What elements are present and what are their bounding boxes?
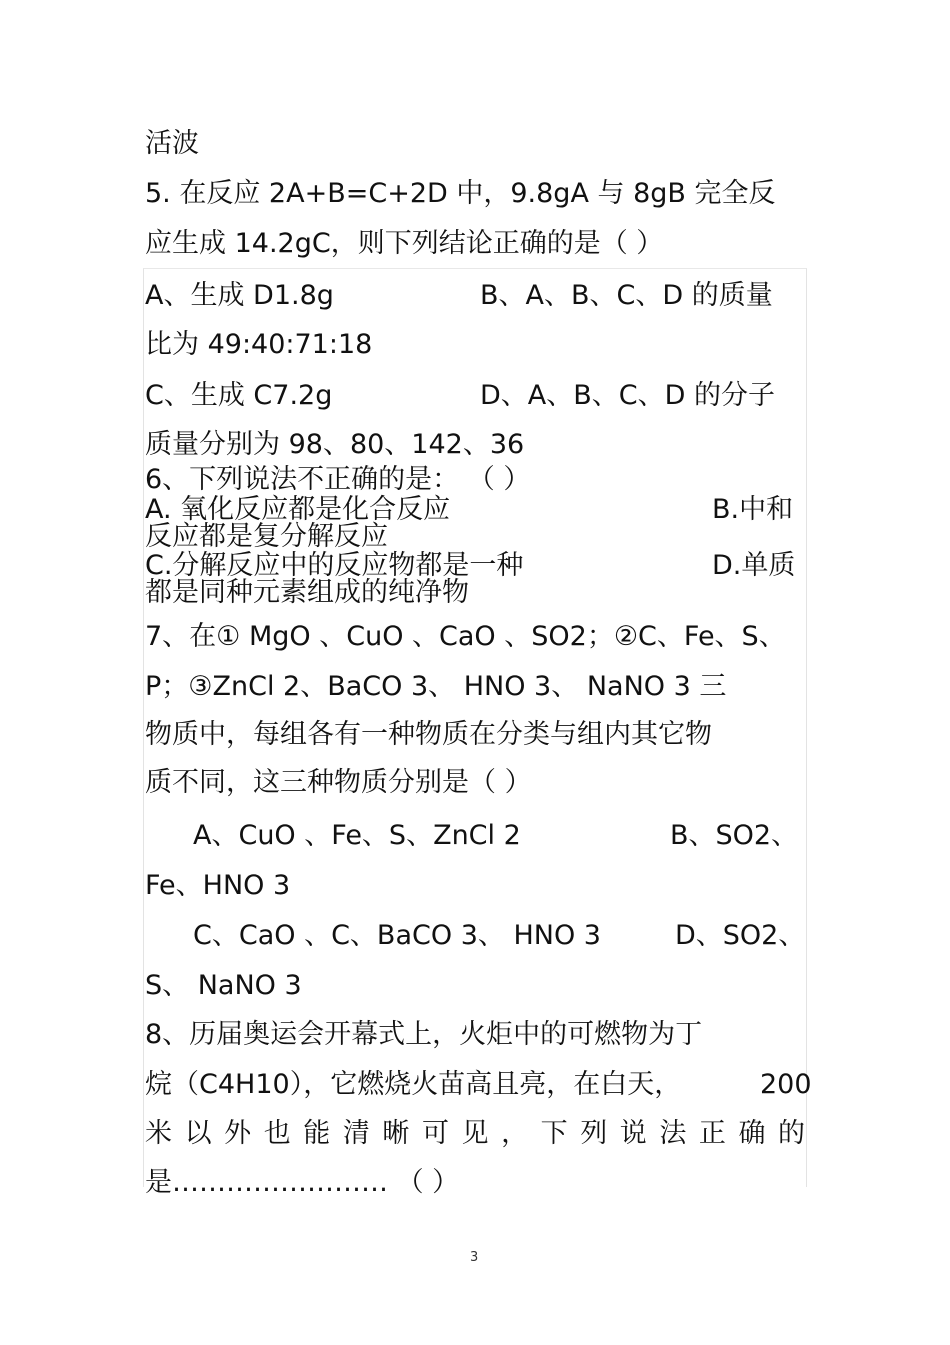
option-5a: A、生成 D1.8g bbox=[145, 280, 334, 311]
char: 见 bbox=[461, 1118, 489, 1149]
option-6a: A. 氧化反应都是化合反应 bbox=[145, 494, 451, 525]
option-7c: C、CaO 、C、BaCO 3、 HNO 3 bbox=[193, 920, 601, 951]
question-7-stem-cont: P；③ZnCl 2、BaCO 3、 HNO 3、 NaNO 3 三 bbox=[145, 671, 727, 702]
option-5c: C、生成 C7.2g bbox=[145, 380, 333, 411]
question-5-stem-cont: 应生成 14.2gC，则下列结论正确的是（ ） bbox=[145, 228, 664, 259]
char: 清 bbox=[342, 1118, 370, 1149]
question-8-stem-justified bbox=[145, 1117, 805, 1151]
question-8-stem: 8、历届奥运会开幕式上，火炬中的可燃物为丁 bbox=[145, 1019, 703, 1050]
option-5d: D、A、B、C、D 的分子 bbox=[480, 380, 776, 411]
option-5b-cont: 比为 49:40:71:18 bbox=[145, 329, 373, 360]
char: 晰 bbox=[382, 1118, 410, 1149]
char: 以 bbox=[184, 1118, 212, 1149]
char: 法 bbox=[659, 1118, 687, 1149]
question-5-stem: 5. 在反应 2A+B=C+2D 中，9.8gA 与 8gB 完全反 bbox=[145, 178, 776, 209]
char: 可 bbox=[421, 1118, 449, 1149]
char: 正 bbox=[698, 1118, 726, 1149]
char: 下 bbox=[540, 1118, 568, 1149]
char: 确 bbox=[738, 1118, 766, 1149]
char: 能 bbox=[303, 1118, 331, 1149]
option-5b: B、A、B、C、D 的质量 bbox=[480, 280, 773, 311]
option-6c: C.分解反应中的反应物都是一种 bbox=[145, 550, 524, 581]
text-line: 活波 bbox=[145, 128, 199, 159]
option-7a: A、CuO 、Fe、S、ZnCl 2 bbox=[193, 820, 521, 851]
char: 说 bbox=[619, 1118, 647, 1149]
question-8-stem-number: 200 bbox=[760, 1069, 812, 1100]
char: 的 bbox=[778, 1118, 805, 1149]
option-6b-cont: 反应都是复分解反应 bbox=[145, 521, 388, 552]
option-7d: D、SO2、 bbox=[675, 920, 806, 951]
page-number: 3 bbox=[470, 1250, 479, 1265]
question-7-stem-cont: 物质中，每组各有一种物质在分类与组内其它物 bbox=[145, 719, 712, 750]
option-6d: D.单质 bbox=[712, 550, 796, 581]
option-7d-cont: S、 NaNO 3 bbox=[145, 970, 302, 1001]
char: ， bbox=[501, 1118, 529, 1149]
question-7-stem: 7、在① MgO 、CuO 、CaO 、SO2；②C、Fe、S、 bbox=[145, 621, 786, 652]
question-8-stem-cont: 烷（C4H10），它燃烧火苗高且亮，在白天， bbox=[145, 1069, 682, 1100]
option-6d-cont: 都是同种元素组成的纯净物 bbox=[145, 577, 469, 608]
question-7-stem-cont: 质不同，这三种物质分别是（ ） bbox=[145, 767, 532, 798]
option-7b: B、SO2、 bbox=[670, 820, 799, 851]
option-5d-cont: 质量分别为 98、80、142、36 bbox=[145, 429, 525, 460]
question-8-stem-end: 是…………………… （ ） bbox=[145, 1167, 460, 1198]
option-7b-cont: Fe、HNO 3 bbox=[145, 870, 291, 901]
char: 列 bbox=[580, 1118, 608, 1149]
option-6b: B.中和 bbox=[712, 494, 794, 525]
char: 也 bbox=[263, 1118, 291, 1149]
char: 外 bbox=[224, 1118, 252, 1149]
char: 米 bbox=[145, 1118, 172, 1149]
question-6-stem: 6、下列说法不正确的是： （ ） bbox=[145, 464, 531, 495]
